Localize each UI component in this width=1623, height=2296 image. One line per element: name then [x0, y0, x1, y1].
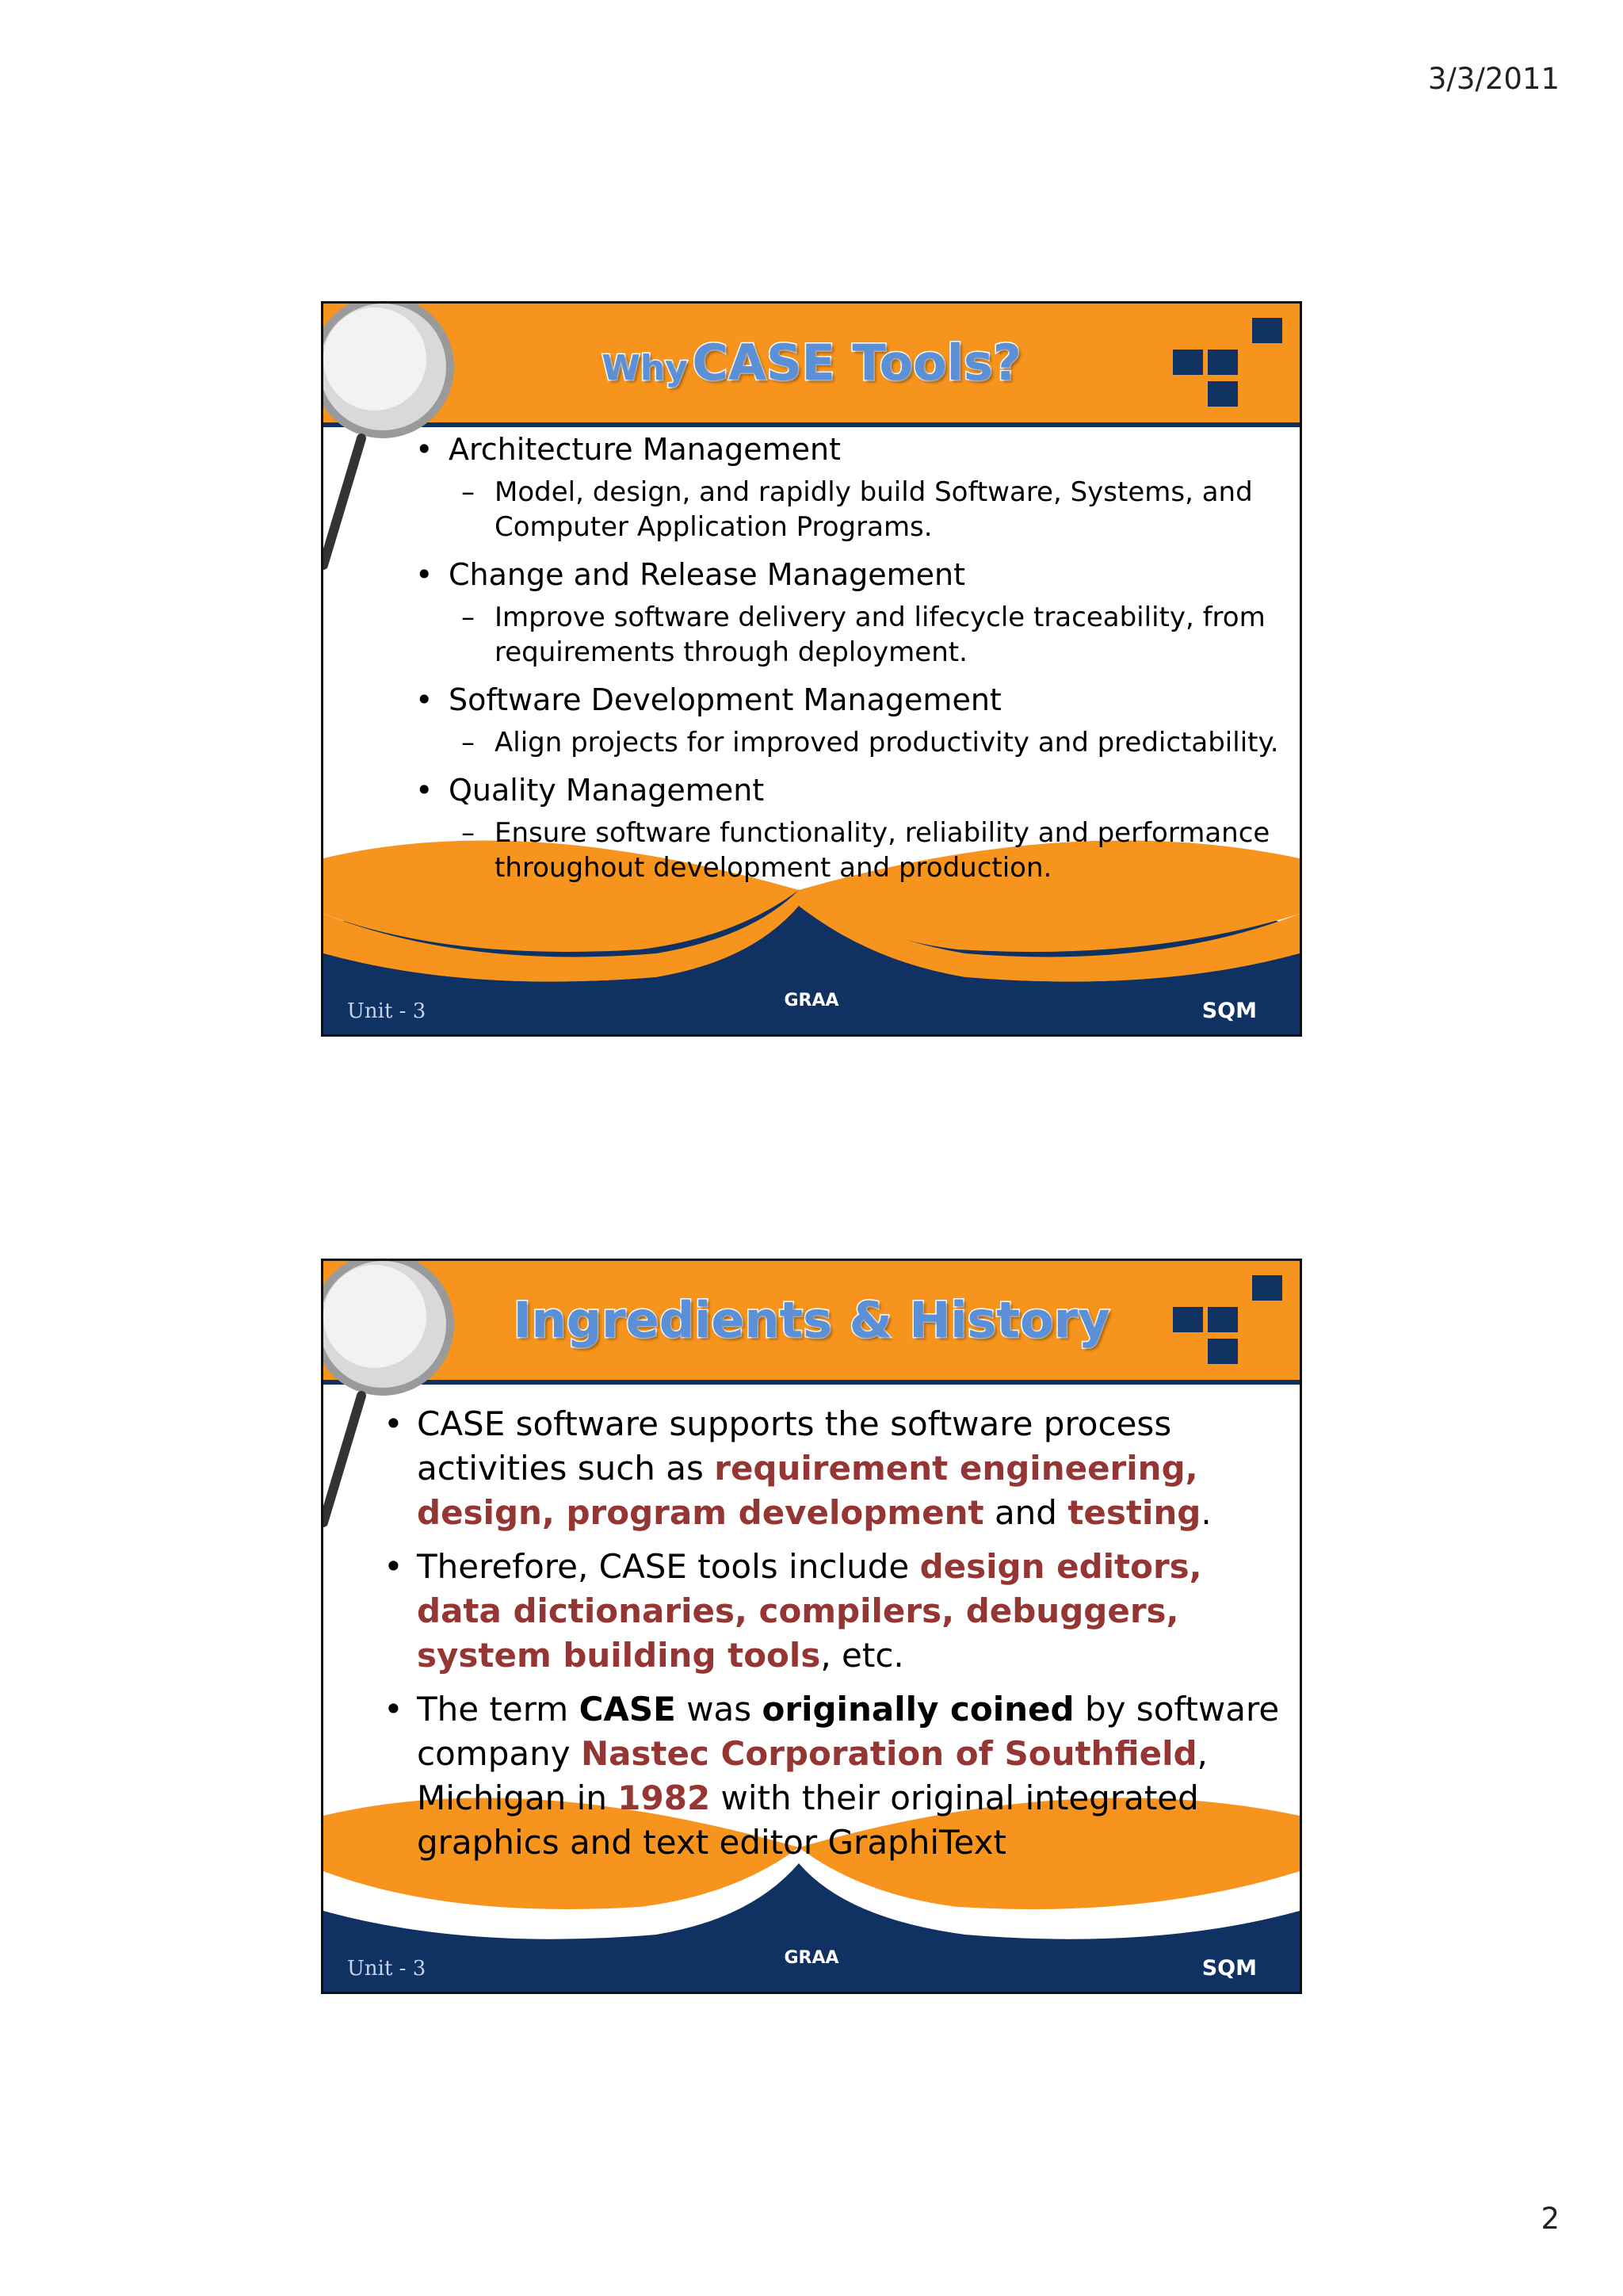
sub-item: – Improve software delivery and lifecycle traceability, from requirements through deployment.	[403, 600, 1282, 670]
sub-item: – Align projects for improved productivity and predictability.	[403, 725, 1282, 760]
footer-unit: Unit - 3	[347, 999, 426, 1023]
slide-content	[403, 430, 1282, 896]
slide-content	[371, 1402, 1282, 1874]
slide-title-big: Ingredients & History	[513, 1291, 1110, 1349]
page-date: 3/3/2011	[1427, 62, 1560, 96]
slide-title	[323, 334, 1300, 392]
footer-graa: GRAA	[784, 991, 839, 1010]
bullet-item: • Software Development Management	[403, 681, 1282, 719]
slide-title	[323, 1291, 1300, 1349]
footer-graa: GRAA	[784, 1948, 839, 1968]
bullet-item: • Architecture Management	[403, 430, 1282, 468]
bullet-item: • The term CASE was originally coined by software company Nastec Corporation of Southfield, Michigan in 1982 with their original integrated graphics and text editor GraphiText	[371, 1687, 1282, 1865]
slide-ingredients-history	[321, 1259, 1302, 1994]
page-number: 2	[1541, 2202, 1560, 2236]
bullet-item: • CASE software supports the software process activities such as requirement engineering, design, program development and testing.	[371, 1402, 1282, 1535]
sub-item: – Model, design, and rapidly build Software, Systems, and Computer Application Programs.	[403, 475, 1282, 544]
bullet-item: • Therefore, CASE tools include design editors, data dictionaries, compilers, debuggers, system building tools, etc.	[371, 1545, 1282, 1678]
footer-sqm: SQM	[1201, 999, 1257, 1023]
slide-why-case-tools	[321, 301, 1302, 1037]
bullet-item: • Quality Management	[403, 771, 1282, 809]
slide-title-big: CASE Tools?	[692, 334, 1022, 392]
footer-unit: Unit - 3	[347, 1957, 426, 1981]
sub-item: – Ensure software functionality, reliability and performance throughout development and production.	[403, 816, 1282, 885]
bullet-item: • Change and Release Management	[403, 556, 1282, 594]
footer-sqm: SQM	[1201, 1956, 1257, 1981]
slide-title-small: Why	[601, 348, 688, 388]
